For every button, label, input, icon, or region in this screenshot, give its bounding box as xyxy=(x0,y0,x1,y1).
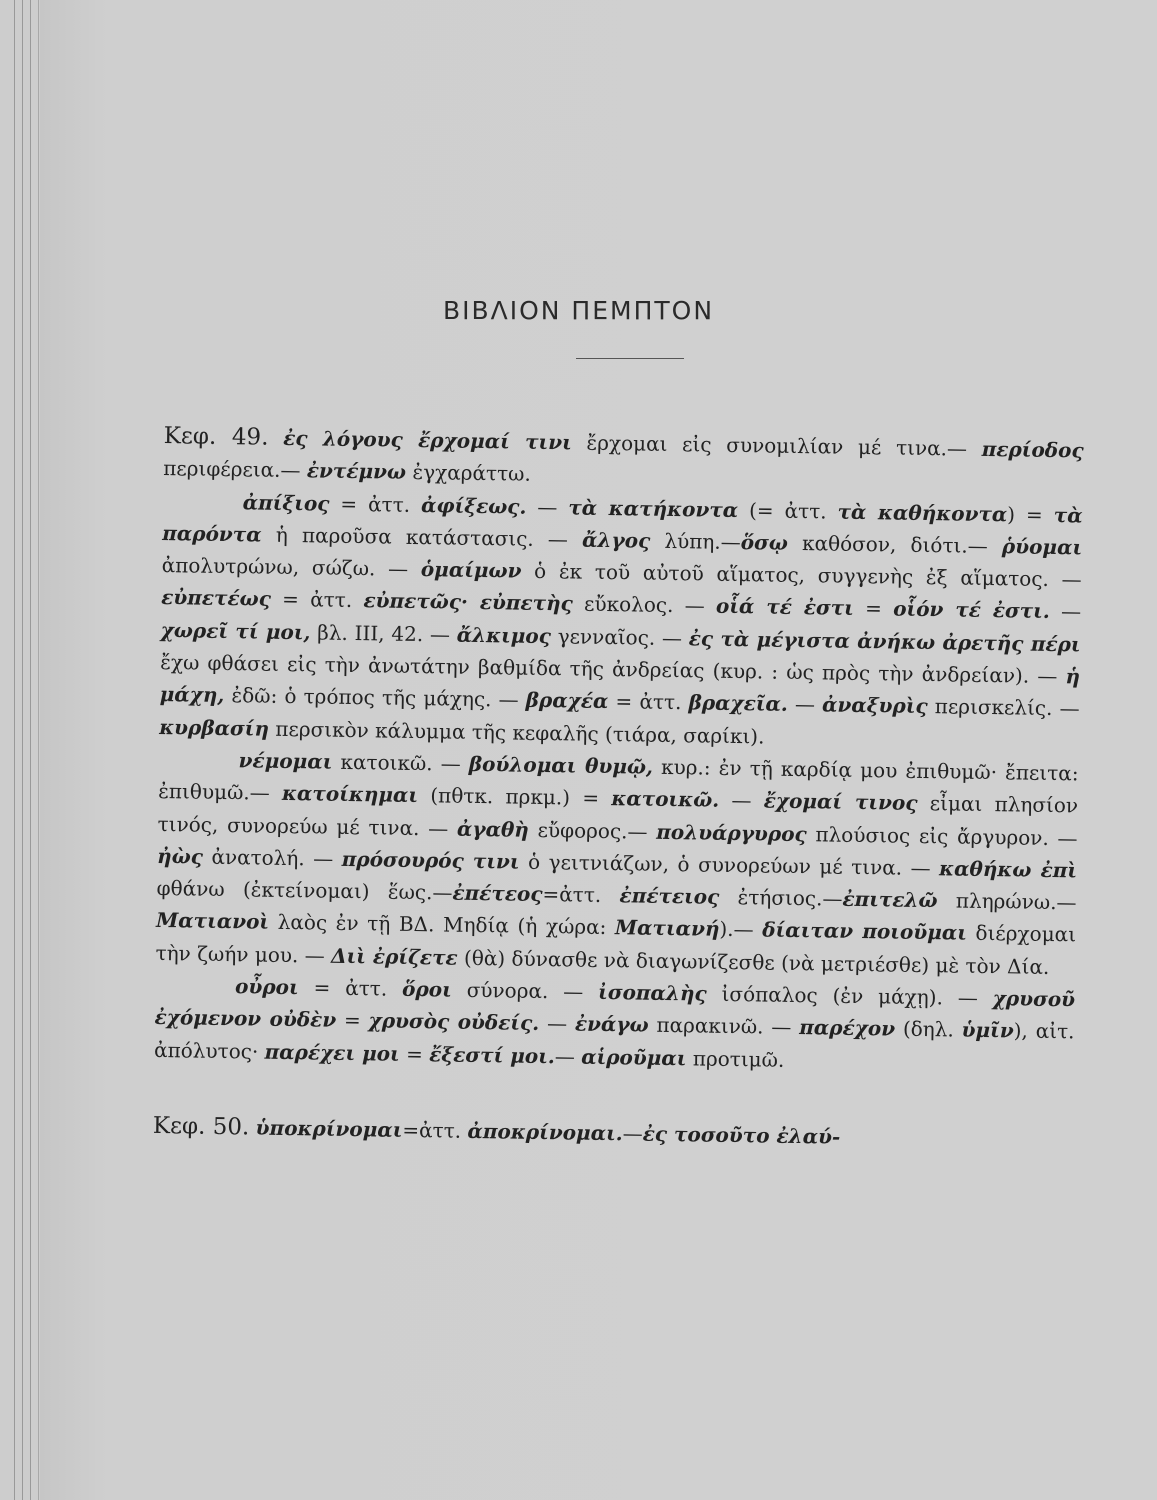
lemma: τὰ κατήκοντα xyxy=(568,494,739,522)
lemma: ἡ μάχη, xyxy=(159,664,1081,708)
lemma: ἐς τὰ μέγιστα ἀνήκω ἀρετῆς πέρι xyxy=(688,626,1081,657)
lemma: ἔξεστί μοι. xyxy=(429,1041,556,1068)
lemma: ὅροι xyxy=(401,976,452,1002)
lemma: παρέχον xyxy=(799,1015,896,1041)
gloss: ἔρχομαι εἰς συνομιλίαν μέ τινα.— xyxy=(571,430,982,461)
runs xyxy=(163,426,1084,486)
lemma: ἀγαθὴ xyxy=(456,816,530,842)
lemma: καθήκω ἐπὶ xyxy=(938,856,1078,883)
gloss: = ἀττ. xyxy=(608,689,689,715)
lemma: ὅσῳ xyxy=(740,529,789,555)
gloss: εἶμαι πλησίον τινός, συνορεύω μέ τινα. — xyxy=(157,791,1079,841)
gloss: γενναῖος. — xyxy=(550,623,689,651)
gloss: ἐτήσιος.— xyxy=(719,884,843,911)
lemma: κατοικῶ. xyxy=(611,786,720,813)
gloss: διέρχομαι τὴν ζωήν μου. — xyxy=(155,921,1077,968)
gloss: κατοικῶ. — xyxy=(332,749,470,776)
gloss: ἐδῶ: ὁ τρόπος τῆς μάχης. — xyxy=(224,683,526,713)
lemma: χρυσοῦ ἐχόμενον οὐδὲν xyxy=(154,986,1076,1033)
gloss: = xyxy=(336,1008,369,1033)
lemma: νέμομαι xyxy=(238,748,333,774)
lemma: χωρεῖ τί μοι, xyxy=(160,617,311,645)
runs xyxy=(155,748,1078,979)
gloss: ), αἰτ. ἀπόλυτος· xyxy=(153,1018,1075,1064)
runs xyxy=(154,974,1075,1071)
lemma: ἄλγος xyxy=(581,527,651,553)
lemma: εὐπετέως xyxy=(161,585,272,612)
gloss: ἡ παροῦσα κατάστασις. — xyxy=(261,522,583,552)
lemma: ἄλκιμος xyxy=(456,622,552,648)
lemma: οἷά τέ ἐστι xyxy=(715,594,855,621)
lemma: οὖροι xyxy=(234,974,299,1000)
book-title: ΒΙΒΛΙΟΝ ΠΕΜΠΤΟΝ xyxy=(442,296,715,325)
lemma: βραχεῖα. xyxy=(688,690,789,717)
lemma: κατοίκημαι xyxy=(281,781,419,808)
lemma: ὁμαίμων xyxy=(420,557,522,583)
lemma: ὑποκρίνομαι xyxy=(255,1115,403,1142)
lemma: ἐς τοσοῦτο ἐλαύ- xyxy=(642,1121,841,1149)
chapter-49-paragraph-2 xyxy=(159,485,1083,758)
gloss: — xyxy=(526,494,569,519)
gloss: ).— xyxy=(719,917,763,942)
lemma: αἱροῦμαι xyxy=(580,1044,687,1070)
lemma: ἐνάγω xyxy=(574,1011,649,1038)
gloss: βλ. III, 42. — xyxy=(310,620,457,647)
lemma: ἐς λόγους ἔρχομαί τινι xyxy=(283,425,572,455)
gloss: εὔκολος. — xyxy=(572,591,717,619)
lemma: πρόσουρός τινι xyxy=(341,846,520,874)
gloss: ὁ γειτνιάζων, ὁ συνορεύων μέ τινα. — xyxy=(519,849,940,881)
gloss: ἀπολυτρώνω, σώζω. — xyxy=(161,553,422,582)
gloss: πλούσιος εἰς ἄργυρον. — xyxy=(806,821,1078,850)
chapter-label: Κεφ. 49. xyxy=(163,422,269,451)
gloss: = ἀττ. xyxy=(270,587,364,613)
gloss: (= ἀττ. xyxy=(737,497,838,524)
lemma: Διὶ ἐρίζετε xyxy=(330,943,458,970)
gloss: — xyxy=(719,788,764,813)
gloss: — xyxy=(622,1121,643,1146)
gloss: — xyxy=(1049,599,1082,624)
gloss: φθάνω (ἐκτείνομαι) ἕως.— xyxy=(156,876,453,905)
gloss: ἐγχαράττω. xyxy=(405,460,531,487)
chapter-49-paragraph-3 xyxy=(155,743,1078,984)
lemma: ἀναξυρὶς xyxy=(821,692,928,719)
gloss: — xyxy=(787,692,823,717)
lemma: κυρβασίη xyxy=(158,714,270,741)
lemma: ῥύομαι xyxy=(1001,534,1083,560)
runs xyxy=(255,1115,840,1148)
lemma: βραχέα xyxy=(525,688,609,714)
lemma: ἠὼς xyxy=(156,843,204,869)
lemma: Ματιανοὶ xyxy=(155,908,270,935)
gloss: ) = xyxy=(1007,501,1054,527)
gloss: σύνορα. — xyxy=(451,977,599,1004)
gloss: — xyxy=(554,1043,582,1069)
lemma: Ματιανή xyxy=(614,915,720,942)
gloss: παρακινῶ. — xyxy=(648,1013,800,1040)
gloss: — xyxy=(539,1011,576,1036)
gloss: πληρώνω.— xyxy=(937,888,1077,915)
gloss: = xyxy=(853,596,894,621)
gloss: κυρ.: ἐν τῇ καρδίᾳ μου ἐπιθυμῶ· ἔπειτα: ἐπιθυμῶ.— xyxy=(157,754,1079,806)
gloss: =ἀττ. xyxy=(402,1117,468,1143)
lemma: παρέχει μοι xyxy=(264,1039,400,1066)
gloss: καθόσον, διότι.— xyxy=(787,530,1003,559)
lemma: τὰ παρόντα xyxy=(162,502,1083,547)
lemma: ἐντέμνω xyxy=(306,458,407,485)
lemma: ὑμῖν xyxy=(961,1017,1014,1043)
lemma: δίαιταν ποιοῦμαι xyxy=(762,917,968,946)
gloss: (δηλ. xyxy=(894,1016,962,1042)
gloss: ὁ ἐκ τοῦ αὐτοῦ αἵματος, συγγενὴς ἐξ αἵματος. — xyxy=(521,558,1082,592)
chapter-49-paragraph-4 xyxy=(154,969,1075,1080)
gloss: = ἀττ. xyxy=(298,975,403,1001)
lemma: χρυσὸς οὐδείς. xyxy=(368,1008,540,1036)
lemma: οἷόν τέ ἐστι. xyxy=(892,596,1050,624)
page-edge xyxy=(22,0,23,1500)
lemma: βούλομαι θυμῷ, xyxy=(468,751,654,779)
lemma: περίοδος xyxy=(981,436,1084,463)
page-edge xyxy=(38,0,39,1500)
lemma: ἀπίξιος xyxy=(242,489,330,516)
gloss: =ἀττ. xyxy=(542,882,620,908)
lemma: ἰσοπαλὴς xyxy=(597,979,707,1006)
gloss: προτιμῶ. xyxy=(686,1045,785,1072)
gloss: ἔχω φθάσει εἰς τὴν ἀνωτάτην βαθμίδα τῆς ἀνδρείας (κυρ. : ὡς πρὸς τὴν ἀνδρείαν). — xyxy=(160,650,1066,689)
lemma: ἐπιτελῶ xyxy=(842,886,938,913)
commentary-text xyxy=(153,420,1084,1157)
lemma: εὐπετῶς· εὐπετὴς xyxy=(363,588,574,616)
gloss: περισκελίς. — xyxy=(927,694,1080,721)
gloss: ἀνατολή. — xyxy=(202,844,342,871)
gloss: = xyxy=(399,1041,430,1066)
page-edge xyxy=(14,0,15,1500)
gloss: ἰσόπαλος (ἐν μάχῃ). — xyxy=(706,981,993,1011)
lemma: ἐπέτειος xyxy=(619,883,720,909)
lemma: ἐπέτεος xyxy=(452,880,543,907)
gloss: περιφέρεια.— xyxy=(163,456,308,483)
gloss: (πθτκ. πρκμ.) = xyxy=(417,783,612,811)
lemma: πολυάργυρος xyxy=(656,819,807,846)
gloss: εὔφορος.— xyxy=(528,817,657,844)
runs xyxy=(159,490,1083,748)
gloss: (θὰ) δύνασθε νὰ διαγωνίζεσθε (νὰ μετριέσθε) μὲ τὸν Δία. xyxy=(457,945,1050,979)
gloss: λαὸς ἐν τῇ ΒΔ. Μηδίᾳ (ἡ χώρα: xyxy=(268,910,616,940)
gloss: περσικὸν κάλυμμα τῆς κεφαλῆς (τιάρα, σαρίκι). xyxy=(268,716,765,749)
lemma: ἀφίξεως. xyxy=(420,492,527,519)
lemma: ἔχομαί τινος xyxy=(763,788,918,816)
gloss: λύπη.— xyxy=(650,528,741,554)
title-rule xyxy=(576,358,684,359)
gloss: = ἀττ. xyxy=(329,491,422,517)
lemma: ἀποκρίνομαι. xyxy=(467,1118,623,1146)
lemma: τὰ καθήκοντα xyxy=(837,499,1008,526)
chapter-label: Κεφ. 50. xyxy=(152,1112,250,1141)
page-edge xyxy=(30,0,31,1500)
